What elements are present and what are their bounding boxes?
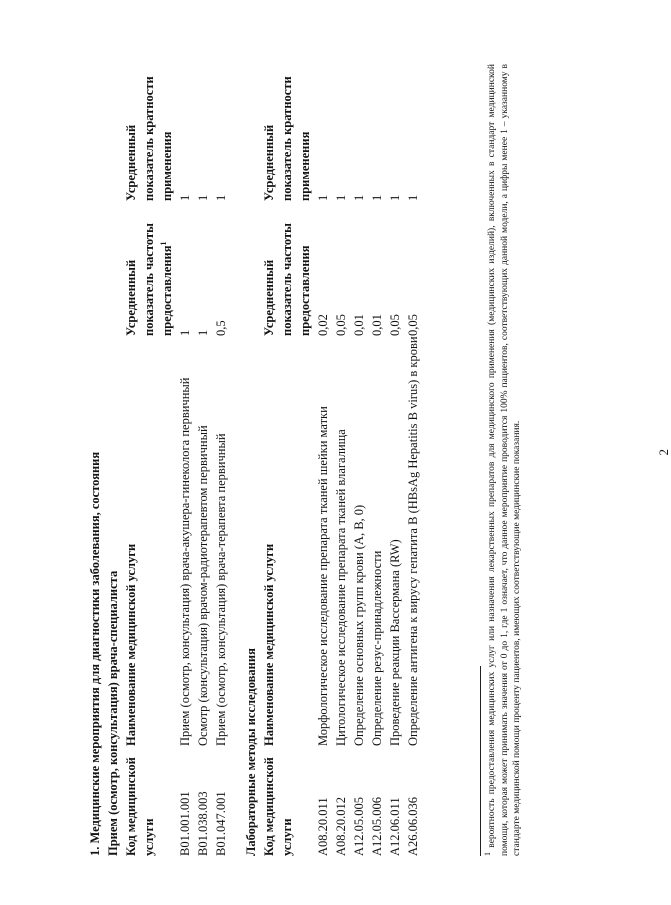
cell-code: A08.20.011 — [316, 797, 330, 856]
cell-multiplicity: 1 — [214, 194, 228, 201]
cell-name: Морфологическое исследование препарата тканей шейки матки — [316, 406, 330, 746]
cell-multiplicity: 1 — [334, 194, 348, 201]
header-name: Наименование медицинской услуги — [124, 543, 138, 746]
cell-multiplicity: 1 — [196, 194, 210, 201]
cell-frequency: 1 — [178, 329, 192, 336]
table-row — [194, 61, 212, 856]
cell-frequency: 0,5 — [214, 320, 228, 336]
footnote-text: вероятность предоставления медицинских услуг или назначения лекарственных препаратов для медицинского применения (медицинских изделий), включенных в стандарт медицинской помощи, которая может принимать значения от 0 до 1, где 1 означает, что данное мероприятие проводится 100% пациентов, соответствующих данной модели, а цифры менее 1 – указанному в стандарте медицинской помощи проценту пациентов, имеющих соответствующие медицинские показания. — [487, 63, 522, 856]
cell-frequency: 0,05 — [406, 314, 420, 336]
cell-code: A26.06.036 — [406, 796, 420, 856]
header-name: Наименование медицинской услуги — [262, 543, 276, 746]
cell-name: Определение основных групп крови (A, B, 0) — [352, 504, 366, 746]
header-frequency: Усредненный показатель частоты предоставления — [262, 223, 312, 336]
table-header-row — [260, 61, 314, 856]
cell-frequency: 0,05 — [388, 314, 402, 336]
footnote-marker: 1 — [158, 241, 168, 246]
consultations-caption: Прием (осмотр, консультация) врача-специалиста — [106, 570, 120, 856]
table-header-row — [122, 61, 176, 856]
cell-code: B01.001.001 — [178, 791, 192, 856]
cell-frequency: 0,01 — [352, 314, 366, 336]
cell-multiplicity: 1 — [370, 194, 384, 201]
cell-code: A12.05.006 — [370, 796, 384, 856]
cell-multiplicity: 1 — [406, 194, 420, 201]
consultations-table — [104, 61, 230, 856]
table-row — [176, 61, 194, 856]
cell-frequency: 1 — [196, 329, 210, 336]
cell-name: Определение резус-принадлежности — [370, 550, 384, 746]
table-row — [332, 61, 350, 856]
section-title: 1. Медицинские мероприятия для диагностики заболевания, состояния — [88, 451, 102, 856]
cell-code: A08.20.012 — [334, 796, 348, 856]
header-multiplicity: Усредненный показатель кратности применения — [262, 76, 312, 201]
cell-code: A12.05.005 — [352, 796, 366, 856]
table-row — [404, 61, 422, 856]
cell-name: Определение антигена к вирусу гепатита B (HBsAg Hepatitis B virus) в крови — [406, 336, 420, 746]
cell-name: Прием (осмотр, консультация) врача-терапевта первичный — [214, 433, 228, 746]
table-row — [368, 61, 386, 856]
header-code: Код медицинской услуги — [124, 757, 156, 856]
lab-tests-caption: Лабораторные методы исследования — [244, 648, 258, 856]
cell-frequency: 0,01 — [370, 314, 384, 336]
lab-tests-table — [242, 61, 422, 856]
header-frequency — [122, 201, 176, 336]
footnote-number: 1 — [482, 852, 492, 856]
footnote-divider — [480, 666, 481, 856]
cell-multiplicity: 1 — [352, 194, 366, 201]
cell-code: B01.047.001 — [214, 791, 228, 856]
cell-code: A12.06.011 — [388, 797, 402, 856]
cell-name: Прием (осмотр, консультация) врача-акушера-гинеколога первичный — [178, 377, 192, 746]
table-row — [314, 61, 332, 856]
cell-multiplicity: 1 — [388, 194, 402, 201]
cell-code: B01.038.003 — [196, 791, 210, 856]
header-code: Код медицинской услуги — [262, 757, 294, 856]
cell-name: Цитологическое исследование препарата тканей влагалища — [334, 429, 348, 746]
cell-name: Осмотр (консультация) врачом-радиотерапевтом первичный — [196, 425, 210, 746]
table-row — [212, 61, 230, 856]
table-row — [350, 61, 368, 856]
cell-multiplicity: 1 — [178, 194, 192, 201]
cell-frequency: 0,05 — [334, 314, 348, 336]
cell-multiplicity: 1 — [316, 194, 330, 201]
cell-frequency: 0,02 — [316, 314, 330, 336]
footnote — [482, 63, 524, 856]
table-row — [386, 61, 404, 856]
header-multiplicity: Усредненный показатель кратности применения — [124, 76, 174, 201]
document-sheet — [86, 56, 566, 856]
cell-name: Проведение реакции Вассермана (RW) — [388, 539, 402, 746]
page-number: 2 — [656, 449, 671, 456]
header-frequency-text: Усредненный показатель частоты предоставления — [124, 223, 174, 336]
